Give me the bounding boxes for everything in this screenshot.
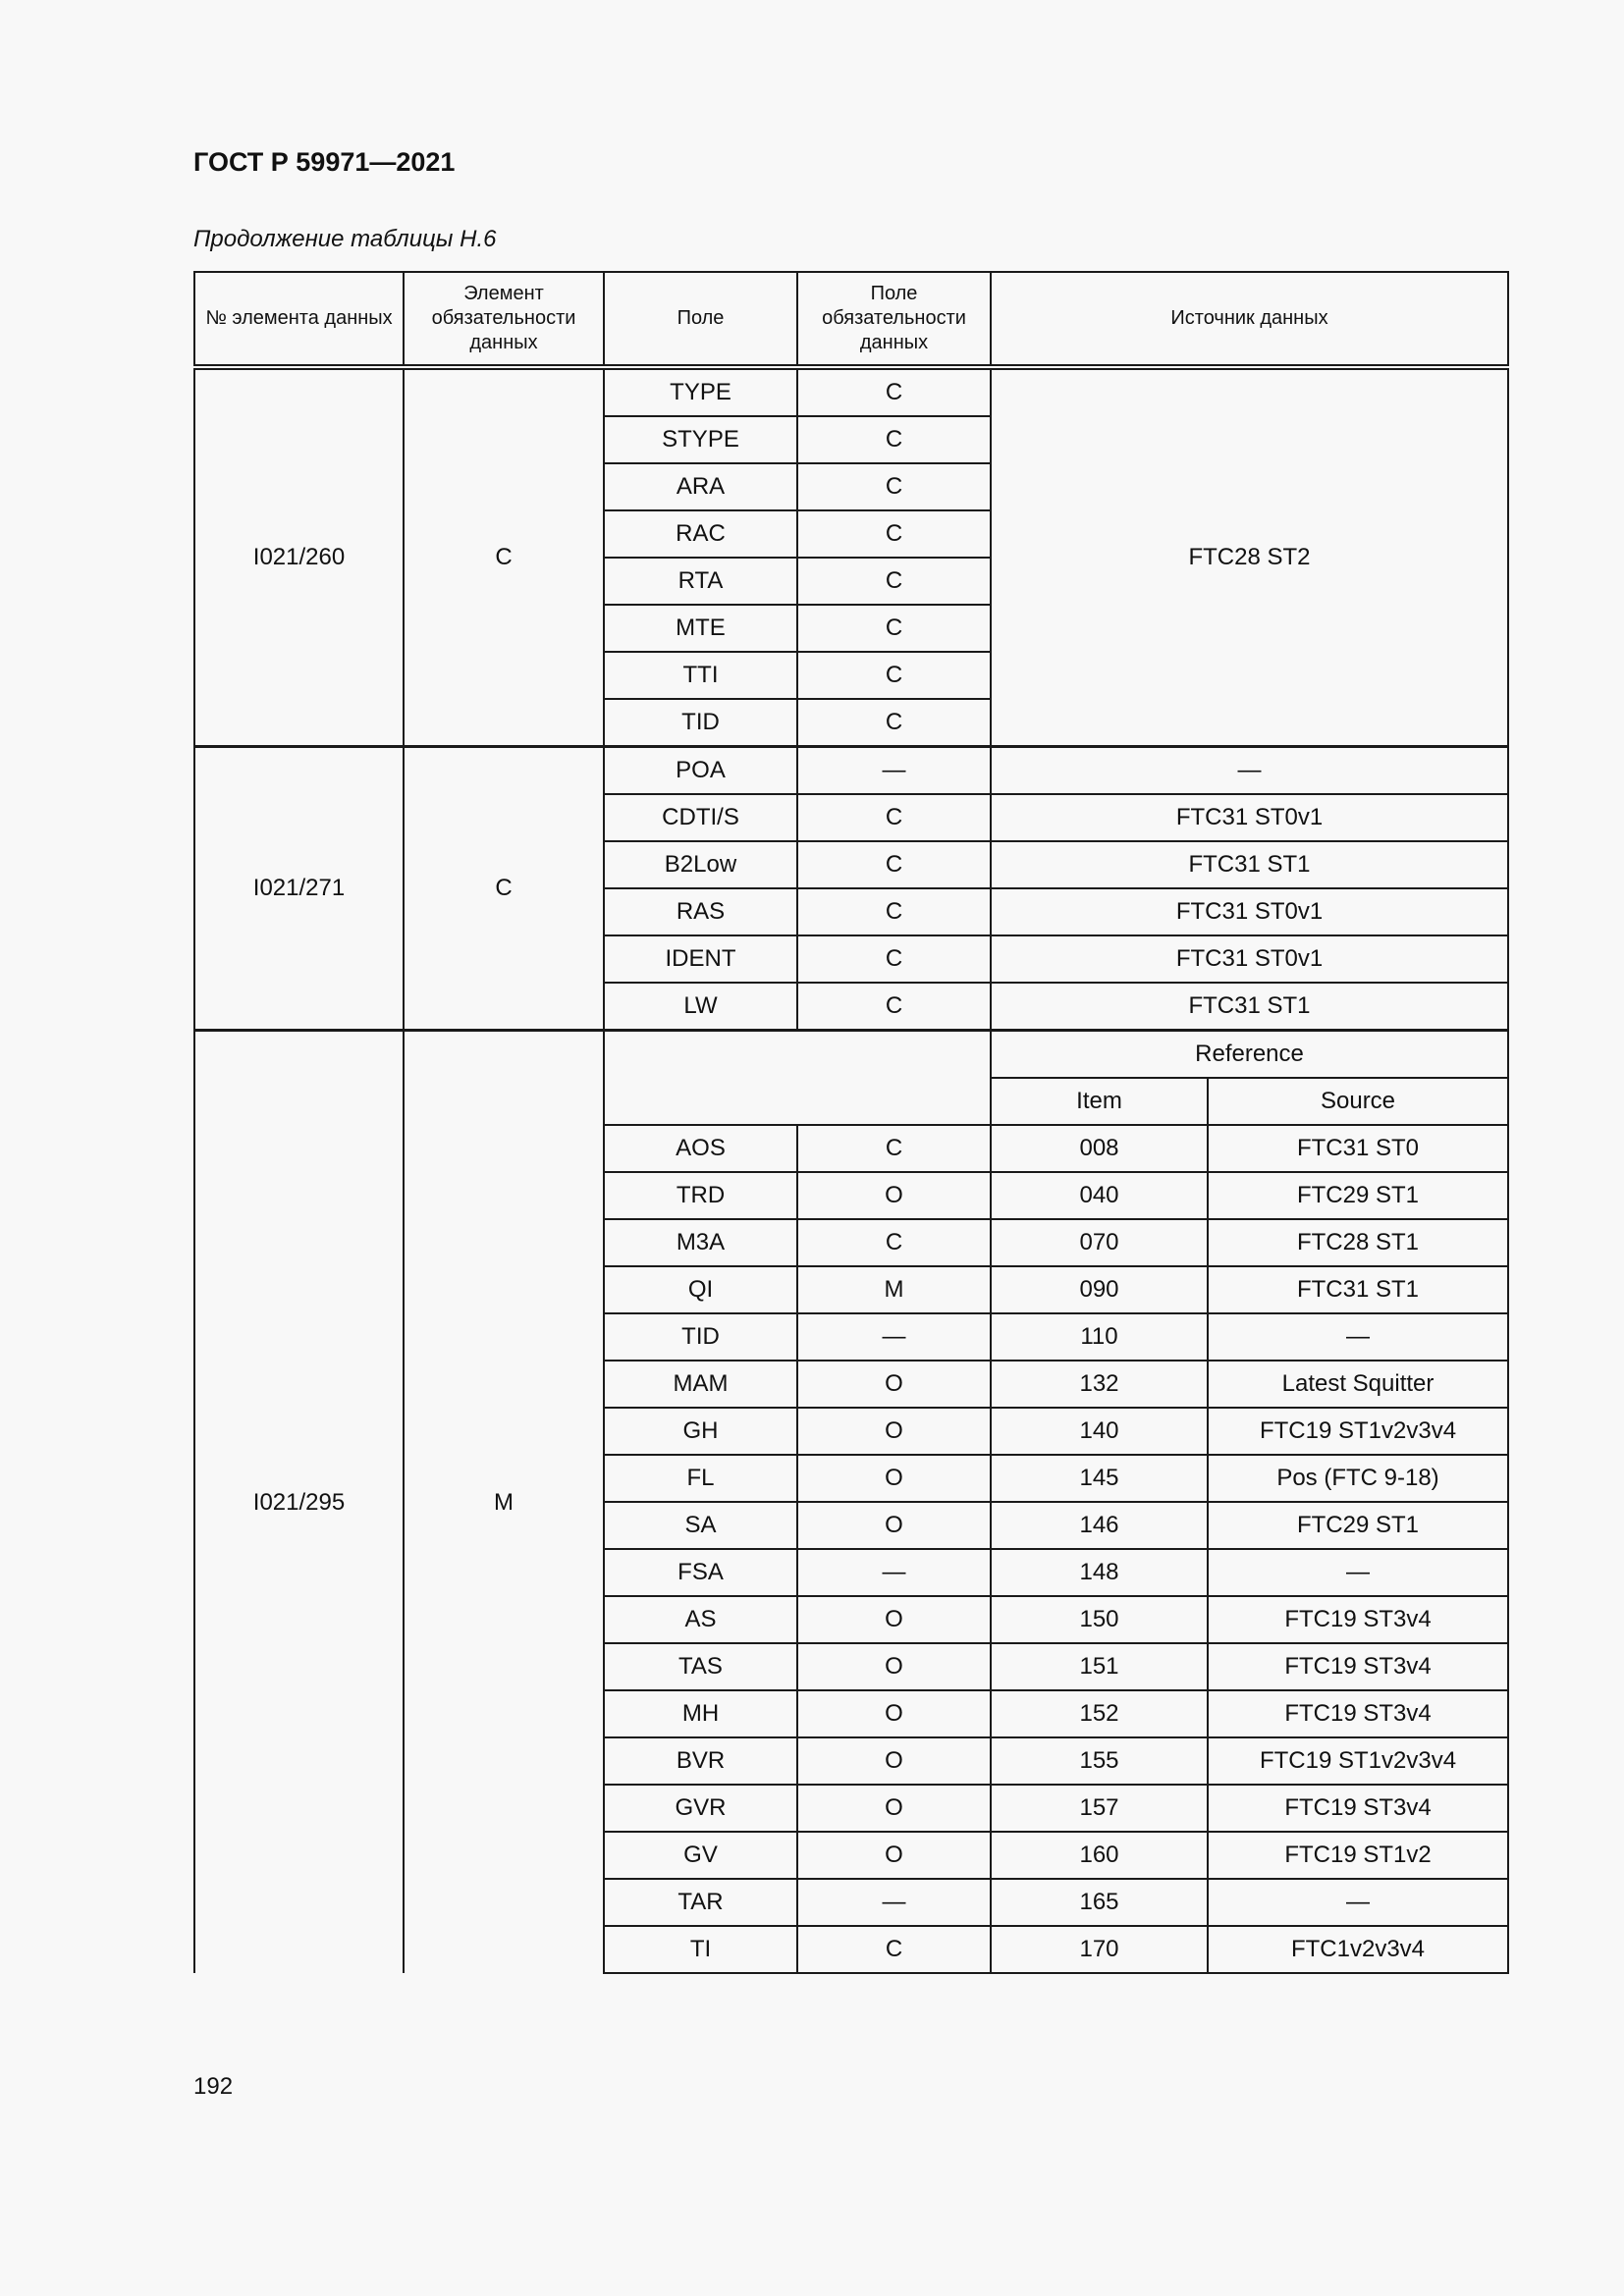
field-requirement: O [797, 1690, 991, 1737]
element-requirement: C [404, 367, 604, 747]
field-name: ARA [604, 463, 797, 510]
field-name: CDTI/S [604, 794, 797, 841]
reference-item: 132 [991, 1361, 1208, 1408]
table-row [194, 367, 1508, 416]
field-name: IDENT [604, 935, 797, 983]
reference-item: 151 [991, 1643, 1208, 1690]
reference-source: FTC19 ST1v2v3v4 [1208, 1408, 1508, 1455]
field-name: TRD [604, 1172, 797, 1219]
reference-source: FTC29 ST1 [1208, 1172, 1508, 1219]
element-requirement: M [404, 1031, 604, 1974]
field-requirement: O [797, 1455, 991, 1502]
reference-item: 008 [991, 1125, 1208, 1172]
field-requirement: O [797, 1643, 991, 1690]
field-name: FSA [604, 1549, 797, 1596]
reference-item: 152 [991, 1690, 1208, 1737]
data-source: FTC31 ST1 [991, 983, 1508, 1031]
field-name: MH [604, 1690, 797, 1737]
field-name: M3A [604, 1219, 797, 1266]
field-name: TAS [604, 1643, 797, 1690]
field-requirement: C [797, 888, 991, 935]
reference-source: FTC31 ST0 [1208, 1125, 1508, 1172]
field-name: TTI [604, 652, 797, 699]
field-name: RAS [604, 888, 797, 935]
reference-source: FTC31 ST1 [1208, 1266, 1508, 1313]
data-source: FTC31 ST1 [991, 841, 1508, 888]
reference-source: FTC28 ST1 [1208, 1219, 1508, 1266]
field-requirement: C [797, 1926, 991, 1973]
reference-source: — [1208, 1879, 1508, 1926]
field-requirement: C [797, 652, 991, 699]
field-requirement: C [797, 841, 991, 888]
reference-source: FTC19 ST3v4 [1208, 1643, 1508, 1690]
field-requirement: C [797, 558, 991, 605]
col-header-data-source: Источник данных [991, 272, 1508, 367]
reference-item: 148 [991, 1549, 1208, 1596]
reference-source: FTC19 ST3v4 [1208, 1785, 1508, 1832]
reference-source: — [1208, 1549, 1508, 1596]
field-name: AS [604, 1596, 797, 1643]
field-requirement: — [797, 1549, 991, 1596]
field-name: GH [604, 1408, 797, 1455]
document-title: ГОСТ Р 59971—2021 [193, 147, 456, 177]
reference-source: Pos (FTC 9-18) [1208, 1455, 1508, 1502]
field-requirement: O [797, 1502, 991, 1549]
field-requirement: O [797, 1832, 991, 1879]
empty-header-cell [604, 1031, 991, 1126]
field-requirement: C [797, 463, 991, 510]
field-requirement: — [797, 1879, 991, 1926]
data-source: FTC31 ST0v1 [991, 794, 1508, 841]
reference-source: FTC19 ST1v2v3v4 [1208, 1737, 1508, 1785]
reference-item: 140 [991, 1408, 1208, 1455]
reference-source-header: Source [1208, 1078, 1508, 1125]
reference-item: 150 [991, 1596, 1208, 1643]
reference-item: 165 [991, 1879, 1208, 1926]
data-table [193, 271, 1509, 1974]
reference-item: 157 [991, 1785, 1208, 1832]
field-name: MTE [604, 605, 797, 652]
reference-source: FTC19 ST3v4 [1208, 1596, 1508, 1643]
field-requirement: C [797, 794, 991, 841]
field-name: B2Low [604, 841, 797, 888]
reference-item: 170 [991, 1926, 1208, 1973]
field-name: BVR [604, 1737, 797, 1785]
reference-source: Latest Squitter [1208, 1361, 1508, 1408]
field-requirement: O [797, 1596, 991, 1643]
reference-source: FTC29 ST1 [1208, 1502, 1508, 1549]
table-row [194, 1031, 1508, 1079]
reference-item: 110 [991, 1313, 1208, 1361]
table-caption: Продолжение таблицы Н.6 [193, 226, 497, 252]
col-header-field-requirement: Поле обязательности данных [797, 272, 991, 367]
field-requirement: C [797, 1219, 991, 1266]
data-item-number: I021/260 [194, 367, 404, 747]
field-name: RAC [604, 510, 797, 558]
field-name: TID [604, 699, 797, 747]
field-requirement: C [797, 983, 991, 1031]
field-requirement: O [797, 1408, 991, 1455]
reference-source: — [1208, 1313, 1508, 1361]
data-item-number: I021/295 [194, 1031, 404, 1974]
field-requirement: O [797, 1172, 991, 1219]
field-requirement: O [797, 1785, 991, 1832]
reference-header: Reference [991, 1031, 1508, 1079]
field-requirement: — [797, 1313, 991, 1361]
header-row [194, 272, 1508, 367]
field-requirement: C [797, 416, 991, 463]
field-requirement: C [797, 1125, 991, 1172]
field-name: LW [604, 983, 797, 1031]
field-name: QI [604, 1266, 797, 1313]
field-requirement: C [797, 605, 991, 652]
data-item-number: I021/271 [194, 747, 404, 1031]
data-source: FTC28 ST2 [991, 367, 1508, 747]
field-requirement: — [797, 747, 991, 795]
field-name: RTA [604, 558, 797, 605]
field-name: MAM [604, 1361, 797, 1408]
reference-item: 070 [991, 1219, 1208, 1266]
reference-item: 146 [991, 1502, 1208, 1549]
reference-source: FTC19 ST3v4 [1208, 1690, 1508, 1737]
reference-source: FTC1v2v3v4 [1208, 1926, 1508, 1973]
reference-item-header: Item [991, 1078, 1208, 1125]
field-requirement: C [797, 510, 991, 558]
reference-item: 155 [991, 1737, 1208, 1785]
reference-source: FTC19 ST1v2 [1208, 1832, 1508, 1879]
field-name: POA [604, 747, 797, 795]
field-name: STYPE [604, 416, 797, 463]
field-name: FL [604, 1455, 797, 1502]
element-requirement: C [404, 747, 604, 1031]
field-name: TYPE [604, 367, 797, 416]
data-source: FTC31 ST0v1 [991, 935, 1508, 983]
page-number: 192 [193, 2073, 234, 2100]
field-requirement: C [797, 699, 991, 747]
data-source: FTC31 ST0v1 [991, 888, 1508, 935]
reference-item: 090 [991, 1266, 1208, 1313]
field-name: AOS [604, 1125, 797, 1172]
field-requirement: M [797, 1266, 991, 1313]
field-name: TI [604, 1926, 797, 1973]
field-requirement: C [797, 935, 991, 983]
field-name: GVR [604, 1785, 797, 1832]
col-header-element-requirement: Элемент обязательности данных [404, 272, 604, 367]
col-header-item-number: № элемента данных [194, 272, 404, 367]
data-source: — [991, 747, 1508, 795]
field-name: TAR [604, 1879, 797, 1926]
field-requirement: O [797, 1737, 991, 1785]
field-requirement: O [797, 1361, 991, 1408]
field-name: SA [604, 1502, 797, 1549]
reference-item: 160 [991, 1832, 1208, 1879]
field-name: GV [604, 1832, 797, 1879]
table-row [194, 747, 1508, 795]
field-name: TID [604, 1313, 797, 1361]
reference-item: 145 [991, 1455, 1208, 1502]
field-requirement: C [797, 367, 991, 416]
reference-item: 040 [991, 1172, 1208, 1219]
col-header-field: Поле [604, 272, 797, 367]
